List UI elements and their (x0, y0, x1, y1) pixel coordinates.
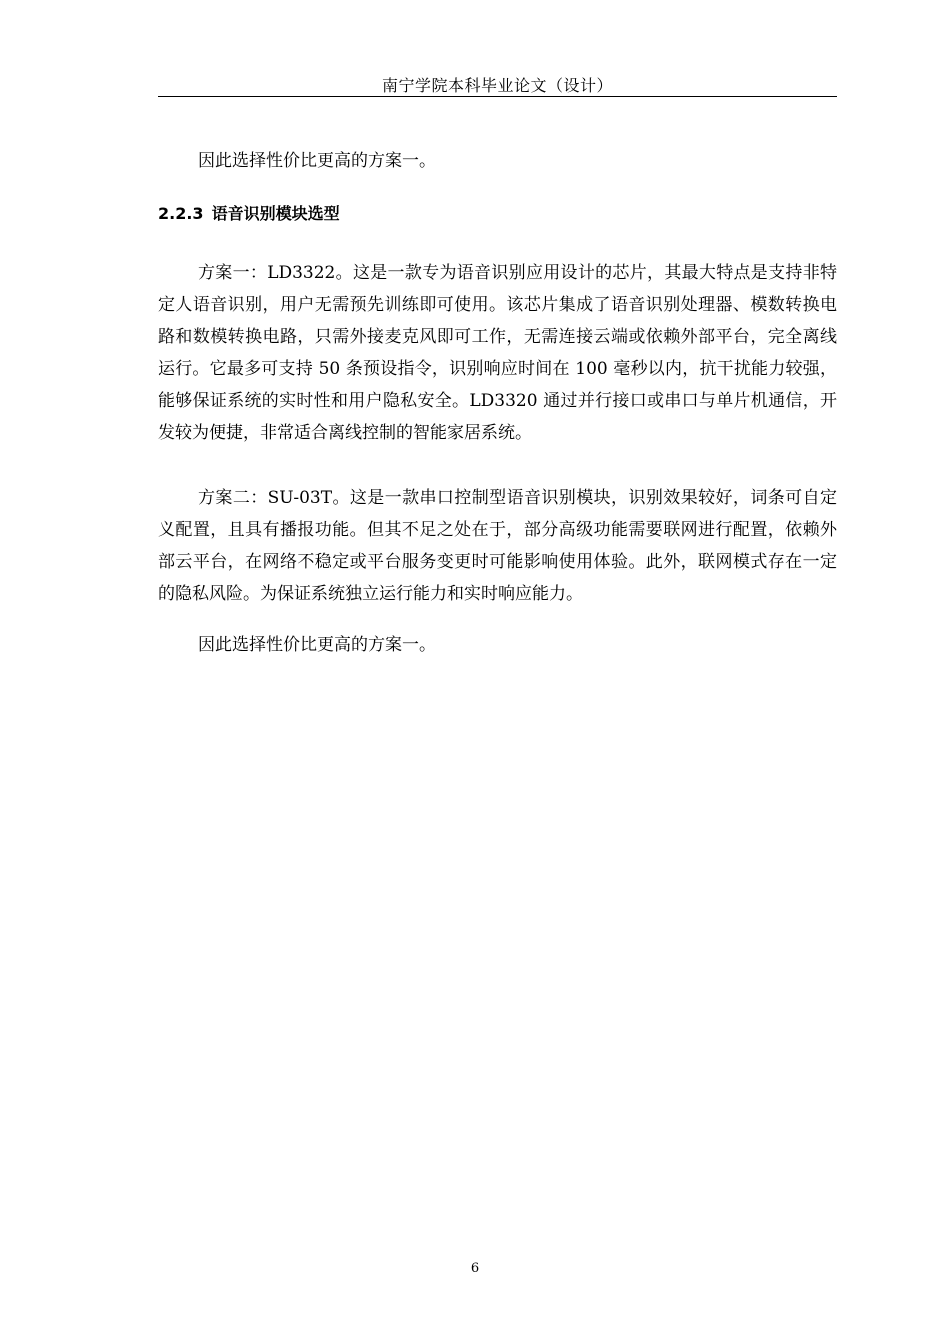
running-header: 南宁学院本科毕业论文（设计） (381, 76, 613, 95)
section-heading (158, 200, 837, 228)
option-two-paragraph: 方案二：SU-03T。这是一款串口控制型语音识别模块，识别效果较好，词条可自定义配置，且具有播报功能。但其不足之处在于，部分高级功能需要联网进行配置，依赖外部云平台，在网络不稳定或平台服务变更时可能影响使用体验。此外，联网模式存在一定的隐私风险。为保证系统独立运行能力和实时响应能力。 (158, 488, 837, 604)
section-number: 2.2.3 (158, 204, 204, 223)
header-rule (158, 96, 837, 97)
option-one-paragraph: 方案一：LD3322。这是一款专为语音识别应用设计的芯片，其最大特点是支持非特定人语音识别，用户无需预先训练即可使用。该芯片集成了语音识别处理器、模数转换电路和数模转换电路，只需外接麦克风即可工作，无需连接云端或依赖外部平台，完全离线运行。它最多可支持 50 条预设指令，识别响应时间在 100 毫秒以内，抗干扰能力较强，能够保证系统的实时性和用户隐私安全。LD3320 通过并行接口或串口与单片机通信，开发较为便捷，非常适合离线控制的智能家居系统。 (158, 263, 837, 443)
page-number: 6 (470, 1261, 480, 1276)
section-title: 语音识别模块选型 (211, 204, 340, 223)
conclusion-paragraph-top: 因此选择性价比更高的方案一。 (198, 151, 436, 171)
conclusion-paragraph-bottom: 因此选择性价比更高的方案一。 (198, 635, 436, 655)
